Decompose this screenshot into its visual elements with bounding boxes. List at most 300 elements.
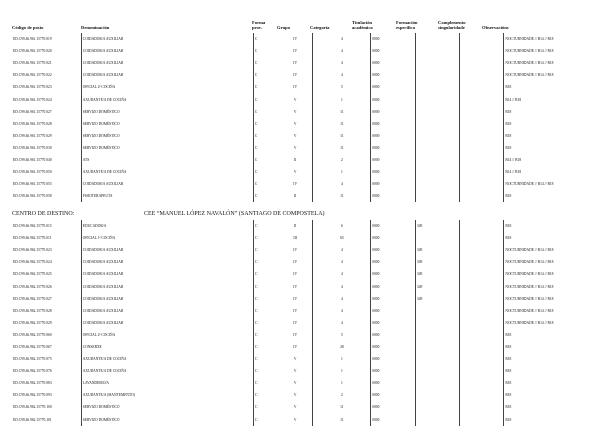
complemento-cell [459,353,504,365]
formacion-especifica-cell [415,401,459,413]
observaciones-cell: B18 [504,106,615,118]
position-code-cell: ED.C99.46.961.15770.027 [13,109,52,114]
table-row [12,341,615,353]
categoria-cell: 28 [312,341,371,353]
header-forma-prov-1: Forma [252,20,266,25]
titulacion-cell: 0000 [371,305,416,317]
observaciones-cell: B18 [504,142,615,154]
table-row [12,81,615,93]
grupo-cell: IV [293,308,298,313]
grupo-cell: IV [293,73,298,78]
grupo-cell: II [293,157,297,162]
header-categoria: Categoría [310,25,330,30]
position-code-cell: ED.C99.46.962.15770.029 [13,320,52,325]
categoria-cell: 4 [312,178,371,190]
position-code-cell: ED.C99.46.962.15770.100 [13,405,52,410]
position-code-cell: ED.C99.46.962.15770.011 [13,236,52,241]
denomination-cell: ATS [81,154,253,166]
formacion-especifica-cell [415,142,459,154]
denomination-cell: SERVIZO DOMÉSTICO [81,106,253,118]
categoria-cell: 11 [312,106,371,118]
complemento-cell [459,190,504,202]
observaciones-cell: B18 [504,190,615,202]
categoria-cell: 4 [312,293,371,305]
titulacion-cell: 0000 [371,81,416,93]
forma-prov-cell: C [253,341,277,353]
observaciones-cell: B14 // B18 [504,166,615,178]
complemento-cell [459,33,504,45]
complemento-cell [459,130,504,142]
table-row [12,377,615,389]
grupo-cell: IV [293,37,298,42]
complemento-cell [459,401,504,413]
header-code: Código de posto [12,25,44,30]
grupo-cell: IV [293,332,298,337]
denomination-cell: COIDADOR/A AUXILIAR [81,293,253,305]
forma-prov-cell: C [253,106,277,118]
denomination-cell: OFICIAL 1ª COCIÑA [81,232,253,244]
observaciones-cell: B14 // B18 [504,93,615,105]
complemento-cell [459,220,504,232]
titulacion-cell: 0000 [371,341,416,353]
denomination-cell: COIDADOR/A AUXILIAR [81,45,253,57]
categoria-cell: 1 [312,166,371,178]
grupo-cell: V [293,381,297,386]
observaciones-cell: NOCTURNIDADE // B14 // B18 [504,305,615,317]
grupo-cell: IV [293,61,298,66]
complemento-cell [459,69,504,81]
titulacion-cell: 0000 [371,317,416,329]
observaciones-cell: B18 [504,329,615,341]
forma-prov-cell: C [253,33,277,45]
grupo-cell: IV [293,296,298,301]
formacion-especifica-cell [415,106,459,118]
table-row [12,244,615,256]
grupo-cell: IV [293,272,298,277]
section-center-name: CEE “MANUEL LÓPEZ NAVALÓN” (SANTIAGO DE COMPOSTELA) [144,211,325,217]
grupo-cell: V [293,417,297,422]
header-grupo: Grupo [277,25,291,30]
titulacion-cell: 0000 [371,106,416,118]
titulacion-cell: 0000 [371,353,416,365]
grupo-cell: V [293,109,297,114]
position-code-cell: ED.C99.46.962.15770.101 [13,417,52,422]
observaciones-cell: B18 [504,130,615,142]
formacion-especifica-cell [415,33,459,45]
complemento-cell [459,45,504,57]
forma-prov-cell: C [253,389,277,401]
grupo-cell: V [293,405,297,410]
forma-prov-cell: C [253,154,277,166]
categoria-cell: 4 [312,280,371,292]
table-row [12,389,615,401]
titulacion-cell: 0000 [371,377,416,389]
titulacion-cell: 0000 [371,45,416,57]
grupo-cell: V [293,357,297,362]
complemento-cell [459,232,504,244]
titulacion-cell: 0000 [371,166,416,178]
denomination-cell: FISIOTERAPEUTA [81,190,253,202]
titulacion-cell: 0000 [371,69,416,81]
forma-prov-cell: C [253,244,277,256]
observaciones-cell: NOCTURNIDADE // B14 // B18 [504,45,615,57]
observaciones-cell: NOCTURNIDADE // B14 // B18 [504,293,615,305]
forma-prov-cell: C [253,329,277,341]
titulacion-cell: 0000 [371,118,416,130]
grupo-cell: IV [293,344,298,349]
forma-prov-cell: C [253,293,277,305]
forma-prov-cell: C [253,280,277,292]
position-code-cell: ED.C99.46.961.15770.019 [13,37,52,42]
observaciones-cell: NOCTURNIDADE // B14 // B18 [504,69,615,81]
table-row [12,93,615,105]
table-row [12,353,615,365]
observaciones-cell: B18 [504,365,615,377]
table-row [12,130,615,142]
complemento-cell [459,142,504,154]
position-code-cell: ED.C99.46.961.15770.050 [13,170,52,175]
position-code-cell: ED.C99.46.961.15770.030 [13,145,52,150]
formacion-especifica-cell [415,45,459,57]
forma-prov-cell: C [253,57,277,69]
complemento-cell [459,268,504,280]
formacion-especifica-cell [415,305,459,317]
categoria-cell: 1 [312,93,371,105]
titulacion-cell: 0000 [371,142,416,154]
grupo-cell: IV [293,284,298,289]
complemento-cell [459,329,504,341]
denomination-cell: COIDADOR/A AUXILIAR [81,317,253,329]
titulacion-cell: 0000 [371,401,416,413]
grupo-cell: V [293,393,297,398]
forma-prov-cell: C [253,268,277,280]
observaciones-cell: NOCTURNIDADE // B14 // B18 [504,33,615,45]
complemento-cell [459,93,504,105]
position-code-cell: ED.C99.46.962.15770.093 [13,393,52,398]
header-complemento-2: singularidade [438,25,465,30]
table-row [12,365,615,377]
table-row [12,178,615,190]
forma-prov-cell: C [253,353,277,365]
titulacion-cell: 0000 [371,244,416,256]
table-row [12,69,615,81]
table-row [12,142,615,154]
position-code-cell: ED.C99.46.962.15770.028 [13,308,52,313]
formacion-especifica-cell: 349 [415,293,459,305]
categoria-cell: 4 [312,317,371,329]
complemento-cell [459,154,504,166]
column-header [0,14,615,30]
categoria-cell: 4 [312,57,371,69]
position-code-cell: ED.C99.46.962.15770.025 [13,272,52,277]
observaciones-cell: B18 [504,377,615,389]
titulacion-cell: 0000 [371,280,416,292]
categoria-cell: 6 [312,220,371,232]
forma-prov-cell: C [253,256,277,268]
forma-prov-cell: C [253,130,277,142]
table-row [12,166,615,178]
observaciones-cell: B18 [504,389,615,401]
position-code-cell: ED.C99.46.962.15770.060 [13,332,52,337]
categoria-cell: 2 [312,389,371,401]
denomination-cell: SERVIZO DOMÉSTICO [81,130,253,142]
forma-prov-cell: C [253,414,277,426]
observaciones-cell: NOCTURNIDADE // B14 // B18 [504,244,615,256]
categoria-cell: 5 [312,81,371,93]
titulacion-cell: 0000 [371,220,416,232]
denomination-cell: AXUDANTE/A (MANTEMENTO) [81,389,253,401]
categoria-cell: 11 [312,190,371,202]
table-row [12,293,615,305]
table-row [12,33,615,45]
categoria-cell: 4 [312,33,371,45]
titulacion-cell: 0000 [371,365,416,377]
complemento-cell [459,106,504,118]
complemento-cell [459,166,504,178]
titulacion-cell: 0000 [371,190,416,202]
grupo-cell: IV [293,85,298,90]
formacion-especifica-cell [415,154,459,166]
observaciones-cell: B18 [504,232,615,244]
complemento-cell [459,305,504,317]
complemento-cell [459,365,504,377]
table-row [12,256,615,268]
grupo-cell: III [293,236,297,241]
formacion-especifica-cell [415,377,459,389]
formacion-especifica-cell [415,329,459,341]
grupo-cell: IV [293,182,298,187]
complemento-cell [459,256,504,268]
forma-prov-cell: C [253,232,277,244]
position-code-cell: ED.C99.46.961.15770.029 [13,133,52,138]
titulacion-cell: 0000 [371,154,416,166]
observaciones-cell: B18 [504,220,615,232]
formacion-especifica-cell [415,93,459,105]
position-code-cell: ED.C99.46.962.15770.083 [13,381,52,386]
titulacion-cell: 0000 [371,178,416,190]
denomination-cell: AXUDANTE/A DE COCIÑA [81,353,253,365]
complemento-cell [459,57,504,69]
position-code-cell: ED.C99.46.961.15770.058 [13,194,52,199]
forma-prov-cell: C [253,401,277,413]
grupo-cell: II [293,194,297,199]
observaciones-cell: NOCTURNIDADE // B14 // B18 [504,178,615,190]
observaciones-cell: B14 // B18 [504,154,615,166]
position-code-cell: ED.C99.46.961.15770.028 [13,121,52,126]
denomination-cell: CONSERXE [81,341,253,353]
formacion-especifica-cell [415,414,459,426]
positions-table-bottom [12,220,615,426]
table-row [12,232,615,244]
table-row [12,268,615,280]
forma-prov-cell: C [253,377,277,389]
position-code-cell: ED.C99.46.962.15770.076 [13,369,52,374]
observaciones-cell: B18 [504,81,615,93]
grupo-cell: V [293,133,297,138]
formacion-especifica-cell [415,166,459,178]
categoria-cell: 1 [312,377,371,389]
section-label: CENTRO DE DESTINO: [12,211,75,217]
observaciones-cell: NOCTURNIDADE // B14 // B18 [504,57,615,69]
position-code-cell: ED.C99.46.962.15770.015 [13,224,52,229]
observaciones-cell: B18 [504,341,615,353]
observaciones-cell: B18 [504,401,615,413]
forma-prov-cell: C [253,142,277,154]
position-code-cell: ED.C99.46.962.15770.067 [13,344,52,349]
formacion-especifica-cell [415,130,459,142]
formacion-especifica-cell: 349 [415,268,459,280]
positions-table-top [12,33,615,202]
categoria-cell: 4 [312,256,371,268]
complemento-cell [459,280,504,292]
grupo-cell: V [293,145,297,150]
denomination-cell: COIDADOR/A AUXILIAR [81,57,253,69]
grupo-cell: IV [293,248,298,253]
denomination-cell: AXUDANTE/A DE COCIÑA [81,166,253,178]
table-row [12,57,615,69]
forma-prov-cell: C [253,81,277,93]
grupo-cell: V [293,97,297,102]
denomination-cell: COIDADOR/A AUXILIAR [81,280,253,292]
complemento-cell [459,414,504,426]
complemento-cell [459,118,504,130]
formacion-especifica-cell [415,69,459,81]
table-row [12,280,615,292]
denomination-cell: LAVANDEIRO/A [81,377,253,389]
titulacion-cell: 0000 [371,33,416,45]
denomination-cell: COIDADOR/A AUXILIAR [81,33,253,45]
forma-prov-cell: C [253,190,277,202]
position-code-cell: ED.C99.46.962.15770.027 [13,296,52,301]
header-forma-prov-2: prov. [252,25,262,30]
position-code-cell: ED.C99.46.962.15770.026 [13,284,52,289]
observaciones-cell: B18 [504,118,615,130]
formacion-especifica-cell: 349 [415,256,459,268]
titulacion-cell: 0000 [371,414,416,426]
forma-prov-cell: C [253,305,277,317]
formacion-especifica-cell [415,365,459,377]
categoria-cell: 11 [312,118,371,130]
formacion-especifica-cell [415,341,459,353]
formacion-especifica-cell: 349 [415,220,459,232]
table-row [12,45,615,57]
observaciones-cell: NOCTURNIDADE // B14 // B18 [504,280,615,292]
denomination-cell: OFICIAL 2ª COCIÑA [81,81,253,93]
section-heading [12,208,602,220]
denomination-cell: COIDADOR/A AUXILIAR [81,268,253,280]
observaciones-cell: NOCTURNIDADE // B14 // B18 [504,268,615,280]
forma-prov-cell: C [253,45,277,57]
complemento-cell [459,178,504,190]
formacion-especifica-cell: 349 [415,244,459,256]
position-code-cell: ED.C99.46.962.15770.075 [13,357,52,362]
table-row [12,414,615,426]
table-row [12,305,615,317]
categoria-cell: 65 [312,232,371,244]
position-code-cell: ED.C99.46.962.15770.024 [13,260,52,265]
complemento-cell [459,244,504,256]
complemento-cell [459,293,504,305]
categoria-cell: 5 [312,329,371,341]
header-formacion-1: Formación [396,20,418,25]
header-titulacion-1: Titulación [352,20,373,25]
forma-prov-cell: C [253,365,277,377]
forma-prov-cell: C [253,69,277,81]
header-formacion-2: específica [396,25,415,30]
forma-prov-cell: C [253,118,277,130]
denomination-cell: AXUDANTE/A DE COCIÑA [81,365,253,377]
categoria-cell: 11 [312,401,371,413]
table-row [12,220,615,232]
categoria-cell: 2 [312,154,371,166]
position-code-cell: ED.C99.46.961.15770.020 [13,49,52,54]
categoria-cell: 4 [312,69,371,81]
table-row [12,106,615,118]
complemento-cell [459,81,504,93]
formacion-especifica-cell [415,190,459,202]
denomination-cell: SERVIZO DOMÉSTICO [81,142,253,154]
titulacion-cell: 0000 [371,232,416,244]
titulacion-cell: 0000 [371,329,416,341]
titulacion-cell: 0000 [371,256,416,268]
categoria-cell: 4 [312,268,371,280]
categoria-cell: 4 [312,305,371,317]
formacion-especifica-cell [415,353,459,365]
formacion-especifica-cell [415,178,459,190]
position-code-cell: ED.C99.46.961.15770.040 [13,157,52,162]
denomination-cell: EDUCADOR/A [81,220,253,232]
forma-prov-cell: C [253,93,277,105]
table-row [12,190,615,202]
header-complemento-1: Complemento [438,20,466,25]
forma-prov-cell: C [253,178,277,190]
formacion-especifica-cell [415,389,459,401]
denomination-cell: SERVIZO DOMÉSTICO [81,414,253,426]
denomination-cell: SERVIZO DOMÉSTICO [81,118,253,130]
position-code-cell: ED.C99.46.961.15770.022 [13,73,52,78]
denomination-cell: COIDADOR/A AUXILIAR [81,244,253,256]
grupo-cell: V [293,121,297,126]
position-code-cell: ED.C99.46.961.15770.024 [13,97,52,102]
complemento-cell [459,341,504,353]
position-code-cell: ED.C99.46.962.15770.023 [13,248,52,253]
denomination-cell: COIDADOR/A AUXILIAR [81,305,253,317]
formacion-especifica-cell [415,57,459,69]
titulacion-cell: 0000 [371,293,416,305]
titulacion-cell: 0000 [371,268,416,280]
header-observaciones: Observacións [482,25,509,30]
denomination-cell: COIDADOR/A AUXILIAR [81,69,253,81]
complemento-cell [459,389,504,401]
complemento-cell [459,377,504,389]
denomination-cell: COIDADOR/A AUXILIAR [81,178,253,190]
formacion-especifica-cell [415,81,459,93]
table-row [12,401,615,413]
table-row [12,154,615,166]
position-code-cell: ED.C99.46.961.15770.023 [13,85,52,90]
titulacion-cell: 0000 [371,130,416,142]
formacion-especifica-cell [415,317,459,329]
categoria-cell: 11 [312,414,371,426]
titulacion-cell: 0000 [371,389,416,401]
observaciones-cell: B18 [504,414,615,426]
table-row [12,329,615,341]
forma-prov-cell: C [253,220,277,232]
denomination-cell: AXUDANTE/A DE COCIÑA [81,93,253,105]
categoria-cell: 11 [312,130,371,142]
forma-prov-cell: C [253,317,277,329]
position-code-cell: ED.C99.46.961.15770.021 [13,61,52,66]
